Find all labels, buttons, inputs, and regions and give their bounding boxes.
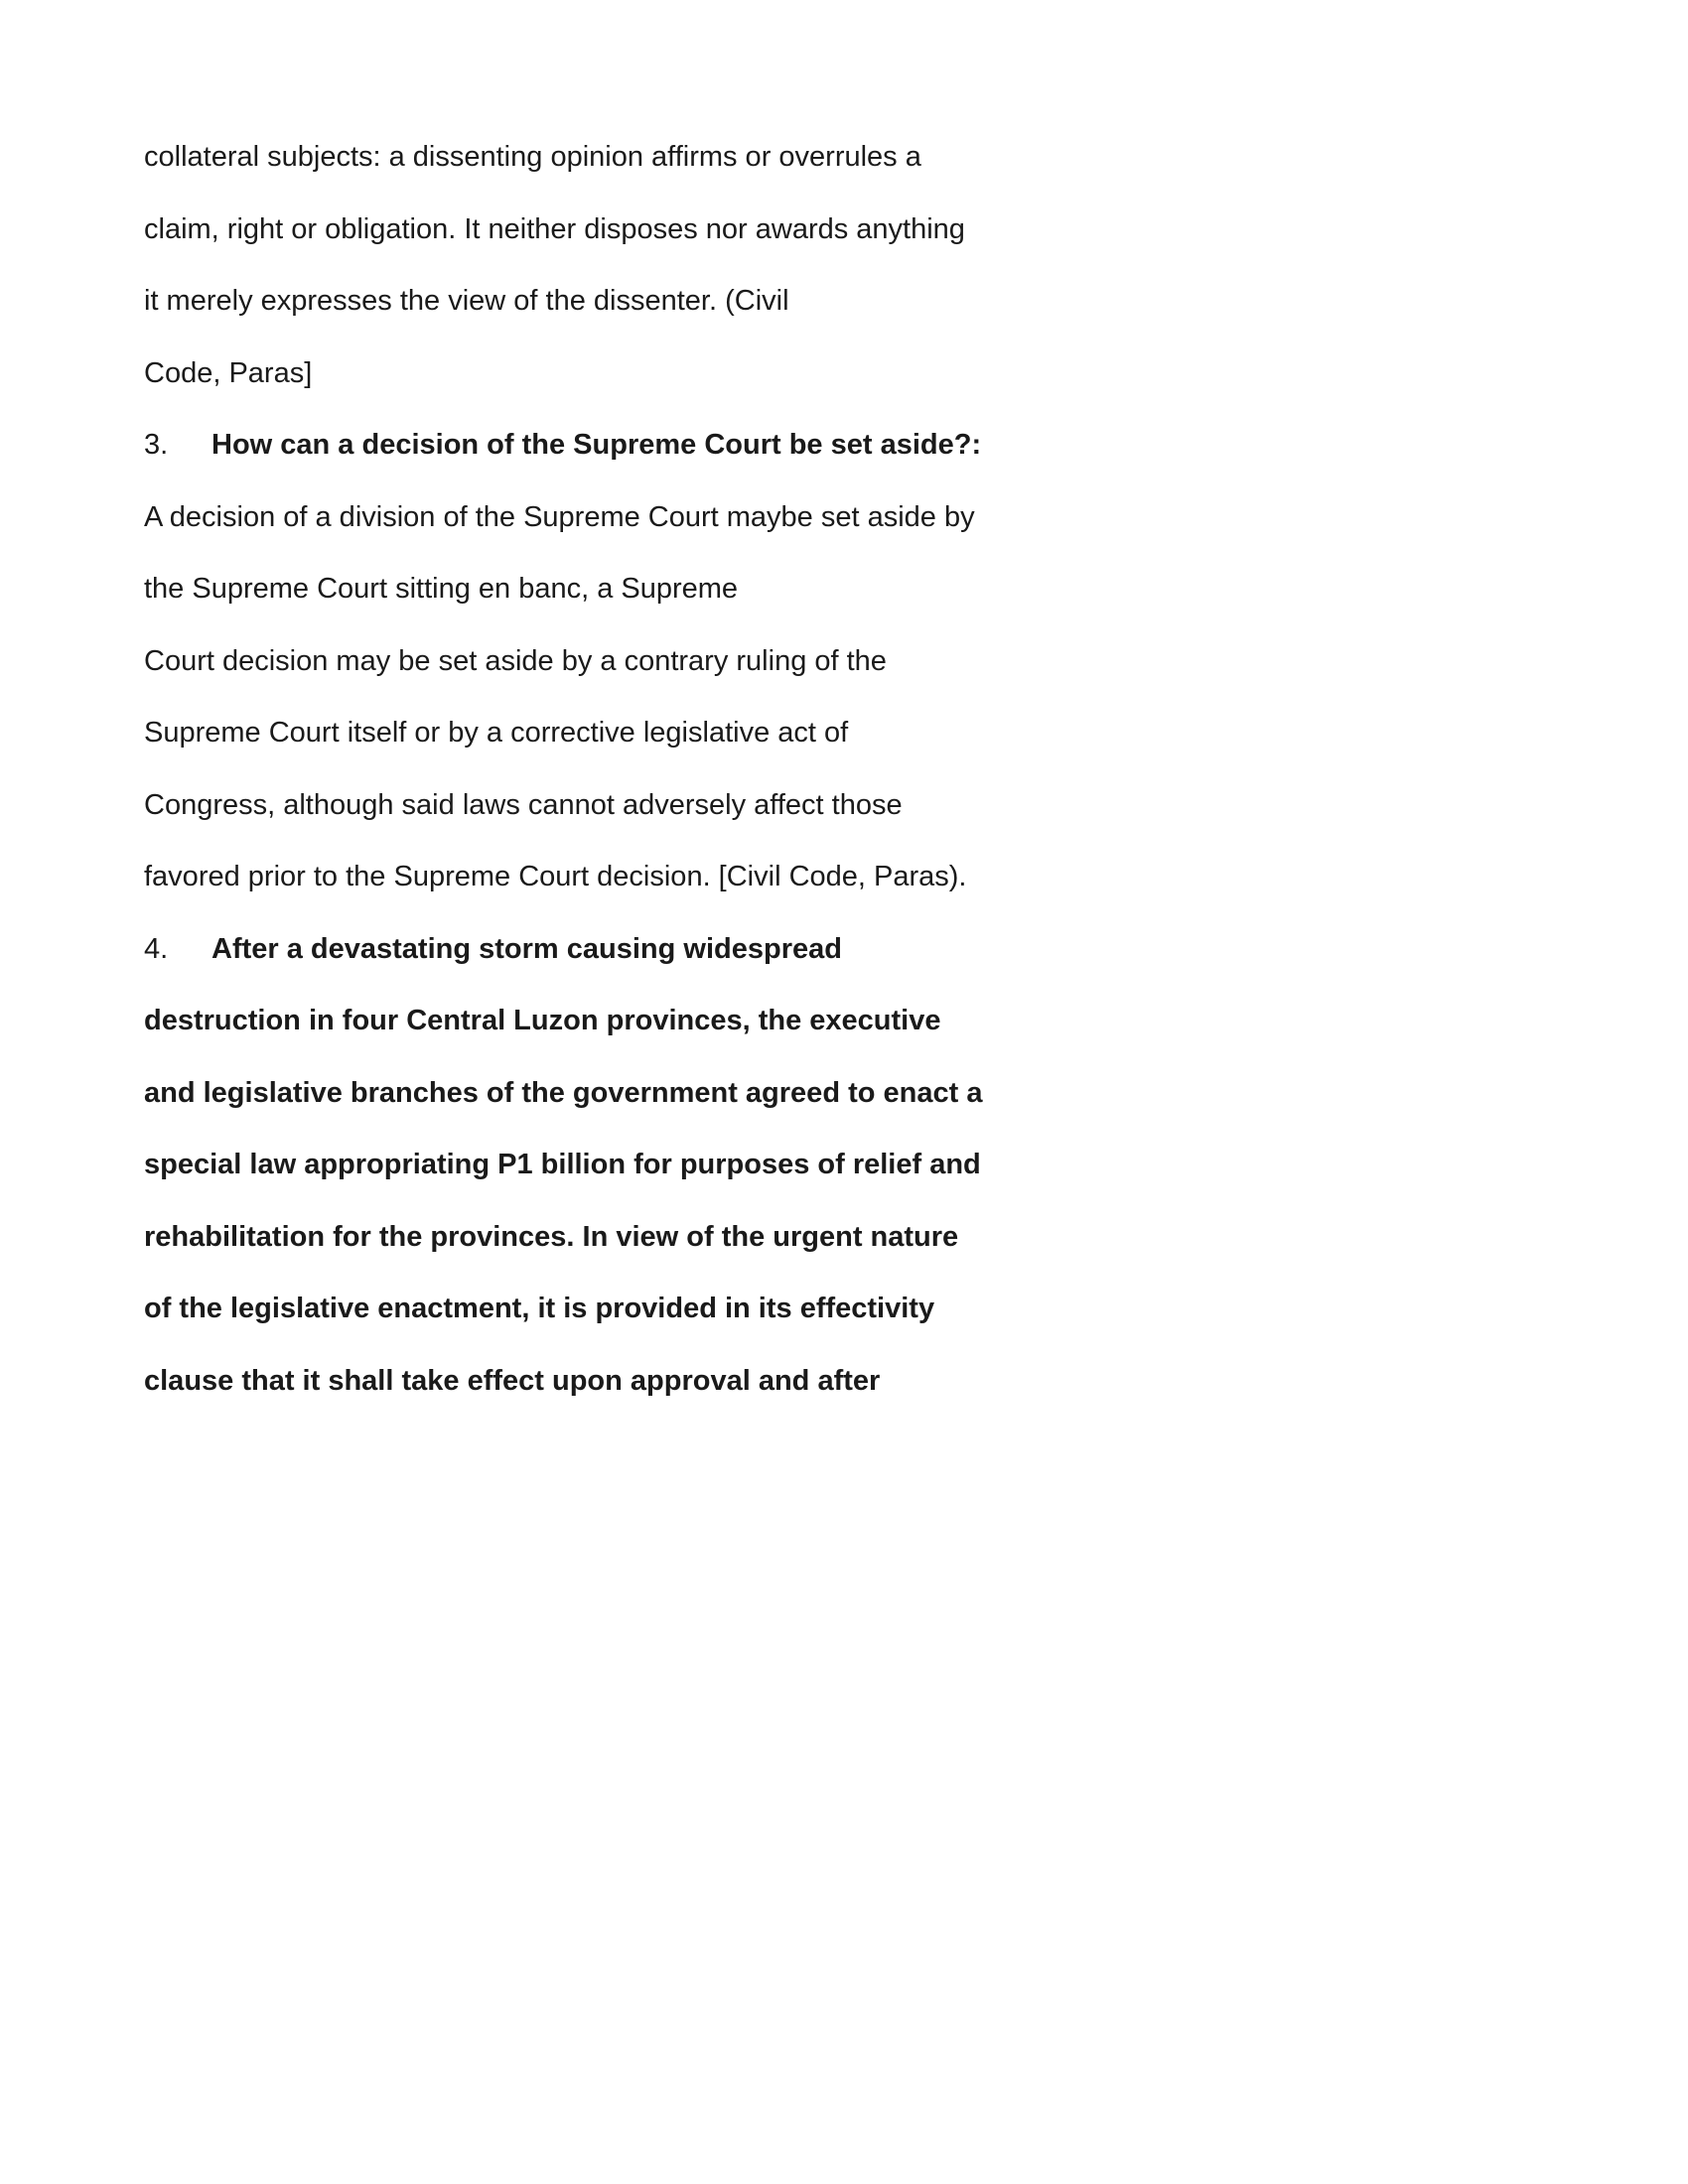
text-line xyxy=(144,697,1559,769)
text-line xyxy=(144,194,1559,266)
text-line xyxy=(144,625,1559,698)
line-text: it merely expresses the view of the dissenter. (Civil xyxy=(144,285,789,317)
line-text: Congress, although said laws cannot adversely affect those xyxy=(144,788,903,821)
question-text: How can a decision of the Supreme Court be set aside?: xyxy=(211,429,982,461)
text-line xyxy=(144,121,1559,194)
line-text: and legislative branches of the government agreed to enact a xyxy=(144,1076,983,1109)
line-text: Code, Paras] xyxy=(144,356,313,389)
text-line xyxy=(144,1129,1559,1201)
numbered-question-line xyxy=(144,409,1559,481)
line-text: destruction in four Central Luzon provinces, the executive xyxy=(144,1005,941,1036)
text-line xyxy=(144,841,1559,913)
text-line xyxy=(144,1201,1559,1274)
numbered-question-line xyxy=(144,913,1559,986)
line-text: rehabilitation for the provinces. In view of the urgent nature xyxy=(144,1220,959,1253)
line-text: Court decision may be set aside by a contrary ruling of the xyxy=(144,644,887,677)
line-text: special law appropriating P1 billion for purposes of relief and xyxy=(144,1149,981,1180)
text-line xyxy=(144,769,1559,842)
line-text: A decision of a division of the Supreme Court maybe set aside by xyxy=(144,500,975,533)
text-line xyxy=(144,1345,1559,1418)
question-text: After a devastating storm causing widespread xyxy=(211,932,842,965)
text-line xyxy=(144,338,1559,410)
line-text: the Supreme Court sitting en banc, a Supreme xyxy=(144,573,739,605)
line-text: favored prior to the Supreme Court decision. [Civil Code, Paras). xyxy=(144,861,967,892)
line-text: clause that it shall take effect upon approval and after xyxy=(144,1364,881,1397)
text-line xyxy=(144,985,1559,1057)
text-line xyxy=(144,265,1559,338)
line-text: of the legislative enactment, it is provided in its effectivity xyxy=(144,1293,935,1324)
paragraph-number: 3. xyxy=(144,429,169,461)
line-text: collateral subjects: a dissenting opinion affirms or overrules a xyxy=(144,141,921,173)
text-line xyxy=(144,481,1559,554)
line-text: claim, right or obligation. It neither disposes nor awards anything xyxy=(144,212,965,245)
text-line xyxy=(144,1273,1559,1345)
line-text: Supreme Court itself or by a corrective legislative act of xyxy=(144,717,849,749)
paragraph-number: 4. xyxy=(144,932,169,965)
text-line xyxy=(144,553,1559,625)
text-line xyxy=(144,1057,1559,1130)
